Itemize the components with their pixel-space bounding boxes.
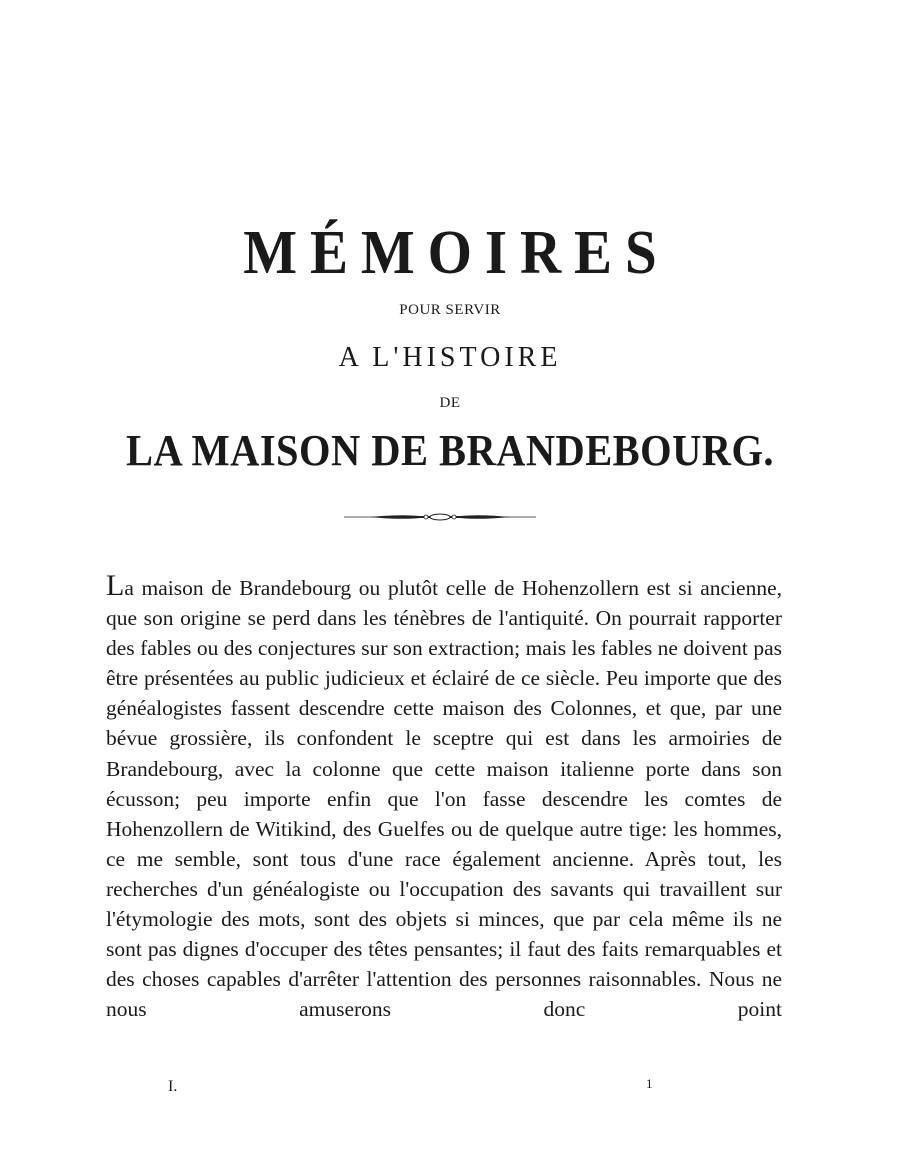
title-pour-servir: POUR SERVIR bbox=[399, 302, 501, 318]
drop-cap: L bbox=[106, 569, 125, 602]
title-a-l-histoire: A L'HISTOIRE bbox=[338, 342, 562, 373]
title-maison-de-brandebourg: LA MAISON DE BRANDEBOURG. bbox=[125, 426, 775, 475]
title-de: DE bbox=[439, 395, 461, 411]
title-memoires: MÉMOIRES bbox=[243, 219, 670, 287]
body-text: a maison de Brandebourg ou plutôt celle de Hohenzollern est si ancienne, que son origine se perd dans les ténèbres de l'antiquité. On pourrait rapporter des fables ou des conjectures sur son extraction; mais les fables ne doivent pas être présentées au public judicieux et éclairé de ce siècle. Peu importe que des généalogistes fassent descendre cette maison des Colonnes, et que, par une bévue grossière, ils confondent le sceptre qui est dans les armoiries de Brandebourg, avec la colonne que cette maison italienne porte dans son écusson; peu importe enfin que l'on fasse descendre les comtes de Hohenzollern de Witikind, des Guelfes ou de quelque autre tige: les hommes, ce me semble, sont tous d'une race également ancienne. Après tout, les recherches d'un généalogiste ou l'occupation des savants qui travaillent sur l'étymologie des mots, sont des objets si minces, que par cela même ils ne sont pas dignes d'occuper des têtes pensantes; il faut des faits remarquables et des choses capables d'arrêter l'attention des personnes raisonnables. Nous ne nous amuserons donc point bbox=[106, 576, 782, 1022]
ornament-divider bbox=[340, 508, 540, 526]
signature-mark: 1 bbox=[646, 1076, 653, 1091]
body-paragraph bbox=[106, 569, 782, 1024]
volume-marker: I. bbox=[168, 1078, 178, 1095]
